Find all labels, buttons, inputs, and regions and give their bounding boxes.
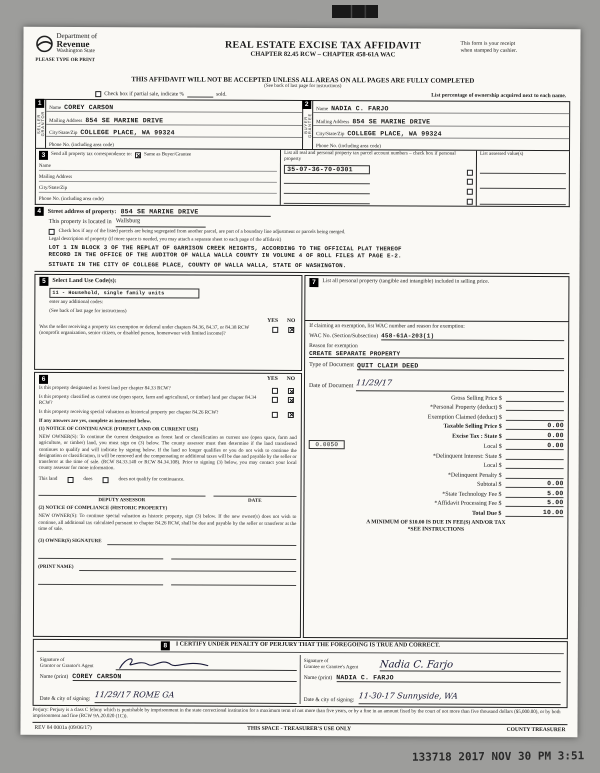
logo-state-text: Washington State [56,47,95,55]
street-address-label: Street address of property: [47,208,117,215]
excise-tax-local-value[interactable]: 0.00 [506,442,564,450]
partial-sale-row [95,90,566,99]
partial-sale-percent-field[interactable] [187,91,213,98]
received-stamp: 133718 2017 NOV 30 PM 3:51 [411,749,585,764]
exemption-claimed-value[interactable] [506,413,564,421]
parcel-header: List all real and personal property tax parcel account numbers – check box if personal property [284,150,456,163]
please-type-label: PLEASE TYPE OR PRINT [35,57,95,63]
grantor-sig-label-1: Signature of [39,657,65,663]
assessed-header: List assessed value(s) [479,151,524,157]
segregated-label: Check box if any of the listed parcels are being segregated from another parcel, are part of a boundary line adjustment or parcels being merged. [58,228,346,235]
forest-no-checkbox[interactable] [288,388,294,394]
located-in-value[interactable]: Wallsburg [116,218,206,227]
grantor-name-print-value[interactable]: COREY CARSON [72,673,296,682]
send-correspondence-label: Send all property tax correspondence to: [50,151,132,158]
form-footer [32,722,567,733]
owner-signature-line-3[interactable] [171,552,296,560]
notice1-body: NEW OWNER(S): To continue the current designation as forest land or classification as current use (open space, farm and agriculture, or timber) land, you must sign on (3) below. The county assessor must then determine if the land transferred continues to qualify and will indicate by signing below. If the land no longer qualifies or you do not wish to continue the designation or classification, it will be removed and the compensating or additional taxes will be due and payable by the seller or transferor at the time of sale. (RCW 84.33.140 or RCW 84.34.108). Prior to signing (3) below, you may contact your local county assessor for more information. [38,434,297,472]
grantee-sig-label-1: Signature of [303,658,329,664]
buyer-city-label: City/State/Zip [316,131,345,137]
see-instructions-note: *SEE INSTRUCTIONS [407,526,465,533]
no-header-2: NO [286,375,296,382]
partial-sale-sold-label: sold. [216,91,227,98]
assessed-values [477,151,569,206]
logo-dept-text: Department of [56,31,98,41]
wac-number-value[interactable]: 458-61A-203(1) [381,332,564,341]
partial-sale-label: Check box if partial sale, indicate % [104,91,185,98]
see-back-note: (See back of last page for instructions) [264,83,342,90]
buyer-section [302,101,569,150]
seller-name-label: Name [49,106,62,112]
buyer-address-value[interactable]: 854 SE MARINE DRIVE [352,117,431,126]
deputy-date-label: DATE [248,498,262,504]
partial-sale-checkbox[interactable] [95,91,101,97]
deferral-no-checkbox[interactable] [288,327,294,333]
exemption-claim-label: If claiming an exemption, list WAC number and reason for exemption: [309,323,465,330]
does-checkbox[interactable] [67,477,73,483]
section-6-badge: 6 [39,375,48,384]
personal-property-section [304,275,569,322]
owner-signature-line-2[interactable] [38,552,163,560]
seller-phone-label: Phone No. (including area code) [49,142,114,149]
buyer-city-value[interactable]: COLLEGE PLACE, WA 99324 [347,129,442,138]
local-rate-box[interactable]: 0.0050 [309,440,345,449]
historic-question: Is this property receiving special valuation as historical property per chapter 84.26 RCW? [38,409,219,416]
print-name-line-2[interactable] [38,578,163,586]
grantor-date-city-label: Date & city of signing: [39,695,91,702]
affidavit-processing-fee-value[interactable]: 5.00 [505,499,563,507]
county-treasurer-label: COUNTY TREASURER [506,726,566,734]
print-name-line-3[interactable] [171,578,296,586]
current-use-question: Is this property classified as current use (open space, farm and agricultural, or timber) land per chapter 84.34 RCW? [38,394,257,407]
grantee-name-print-label: Name (print) [303,674,333,681]
historic-yes-checkbox[interactable] [272,411,278,417]
section-1-badge: 1 [35,99,44,108]
section-5-badge: 5 [39,277,48,286]
segregated-checkbox[interactable] [49,229,55,235]
parcel-number-value[interactable]: 35-07-36-70-0301 [284,164,370,173]
type-of-document-value[interactable]: QUIT CLAIM DEED [357,362,564,371]
corr-phone-label: Phone No. (including area code) [38,196,104,202]
see-back-note-2: (See back of last page for instructions) [49,308,127,314]
date-of-document-label: Date of Document [308,383,354,390]
historic-no-checkbox[interactable] [288,411,294,417]
forest-land-question: Is this property designated as forest land per chapter 84.33 RCW? [38,385,171,392]
revenue-logo [35,33,185,64]
total-due-value[interactable]: 10.00 [505,509,563,517]
if-yes-note: If any answers are yes, complete as instructed below. [38,418,151,424]
form-header [35,33,570,77]
grantor-date-city-value[interactable]: 11/29/17 ROME GA [93,689,175,699]
parcel-blank-4[interactable] [284,197,370,204]
seller-city-value[interactable]: COLLEGE PLACE, WA 99324 [80,128,175,137]
seller-address-value[interactable]: 854 SE MARINE DRIVE [85,116,164,124]
type-of-document-label: Type of Document [309,362,354,369]
forest-yes-checkbox[interactable] [272,388,278,394]
same-as-buyer-label: Same as Buyer/Grantee [143,152,192,158]
parcel-personal-checkbox-2[interactable] [467,179,473,185]
certification-section [33,638,568,707]
parcel-personal-checkbox-3[interactable] [467,189,473,195]
land-use-select[interactable]: 11 - Household, single family units [49,288,199,299]
wac-number-label: WAC No. (Section/Subsection) [309,333,379,340]
corr-name-label: Name [38,163,51,169]
section-4-badge: 4 [35,207,44,216]
form-title: REAL ESTATE EXCISE TAX AFFIDAVIT [224,39,421,52]
buyer-address-label: Mailing Address [316,119,350,125]
corr-city-label: City/State/Zip [38,185,68,191]
exemption-and-tax-panel [303,321,569,639]
rev-number: REV 84 0001a (09/06/17) [34,724,92,732]
excise-tax-state-value[interactable]: 0.00 [506,432,564,440]
perjury-statement: Perjury: Perjury is a class C felony which is punishable by imprisonment in the state correctional institution for a maximum term of not more than five years, or by a fine in an amount fixed by the court of not more than five thousand dollars ($5,000.00), or by both imprisonment and fine (RCW 9A.20.020 (1C)). [32,707,561,719]
does-not-checkbox[interactable] [102,477,108,483]
grantee-date-city-value[interactable]: 11-30-17 Sunnyside, WA [357,690,459,701]
form-page [20,27,580,737]
state-technology-fee-value[interactable]: 5.00 [505,490,563,498]
land-use-section [34,274,302,371]
yes-header-2: YES [267,375,278,382]
property-section [34,205,569,274]
notice2-body: NEW OWNER(S): To continue special valuation as historic property, sign (3) below. If the new owner(s) does not wish to continue, all additional tax calculated pursuant to chapter 84.26 RCW, shall be due and payable by the seller or transferor at the time of sale. [38,514,297,532]
form-subtitle: CHAPTER 82.45 RCW – CHAPTER 458-61A WAC [250,50,396,59]
current-use-no-checkbox[interactable] [288,397,294,403]
section-8-badge: 8 [161,641,170,650]
delinquent-interest-local-value[interactable] [506,461,564,469]
grantor-signature-field[interactable] [116,654,297,671]
deferral-question: Was the seller receiving a property tax exemption or deferral under chapters 84.36, 84.37, or 84.38 RCW (nonprofit organization, senior citizen, or disabled person, homeowner with limited income)? [39,324,250,337]
scan-artifact [332,5,378,18]
no-header: NO [287,317,296,324]
revenue-logo-icon [35,35,53,53]
seller-side-label: SELLER GRANTOR [36,100,46,148]
owners-signature-label: (3) OWNER(S) SIGNATURE [38,538,102,544]
grantee-signature-field[interactable] [380,655,561,672]
yes-header: YES [267,317,279,324]
reason-exemption-label: Reason for exemption [309,342,358,350]
seller-city-label: City/State/Zip [49,130,78,136]
current-use-yes-checkbox[interactable] [272,397,278,403]
qualify-pre-label: This land [38,476,58,482]
grantee-sig-label-2: Grantee or Grantee's Agent [303,664,359,670]
subtotal-value[interactable]: 0.00 [506,480,564,488]
legal-description-label: Legal description of property (if more space is needed, you may attach a separate sheet to each page of the affidavit) [48,236,282,243]
buyer-name-value[interactable]: NADIA C. FARJO [331,105,389,113]
notice1-title: (1) NOTICE OF CONTINUANCE (FOREST LAND OR CURRENT USE) [38,426,199,433]
located-in-label: This property is located in [48,218,112,226]
seller-name-value[interactable]: COREY CARSON [64,104,114,112]
does-not-label: does not qualify for continuance. [118,476,185,482]
deferral-yes-checkbox[interactable] [272,327,278,333]
grantee-date-city-label: Date & city of signing: [303,696,355,703]
grantor-name-print-label: Name (print) [39,673,69,680]
section-7-badge: 7 [309,278,318,287]
deputy-assessor-line[interactable] [39,489,206,497]
ownership-note: List percentage of ownership acquired next to each name. [431,92,567,100]
receipt-note-line1: This form is your receipt [460,40,516,47]
street-address-value[interactable]: 854 SE MARINE DRIVE [121,208,271,217]
parcel-personal-checkbox-4[interactable] [467,199,473,205]
minimum-due-note: A MINIMUM OF $10.00 IS DUE IN FEE(S) AND/OR TAX [366,519,506,526]
excise-tax-table: Gross Selling Price $ *Personal Property (deduct) $ Exemption Claimed (deduct) $ Taxable Selling Price $ 0.00 Excise Tax : State $ 0.00 0.0050 Local $ 0.00 *Delinquent Interest: State $ Local $ *Delinquent Penalty $ Subtotal $ 0.00 *State Technology Fee $ 5.00 *Affidavit Processing Fee $ 5.00 Total Due $ 10.00 [308,393,564,517]
grantee-signature-text: Nadia C. Farjo [379,658,454,671]
buyer-name-label: Name [316,107,329,113]
notice2-title: (2) NOTICE OF COMPLIANCE (HISTORIC PROPERTY) [38,505,168,512]
delinquent-penalty-value[interactable] [506,471,564,479]
parcel-list [281,150,477,206]
date-of-document-value[interactable]: 11/29/17 [355,377,393,388]
taxable-selling-price-value[interactable]: 0.00 [506,422,564,430]
certify-statement: I CERTIFY UNDER PENALTY OF PERJURY THAT THE FOREGOING IS TRUE AND CORRECT. [175,641,440,649]
print-name-label: (PRINT NAME) [38,564,74,570]
grantor-sig-label-2: Grantor or Grantor's Agent [39,663,94,669]
grantor-signature-scribble [116,655,216,671]
print-name-line-1[interactable] [80,564,297,572]
logo-revenue-text: Revenue [56,38,90,50]
additional-codes-label: enter any additional codes: [49,300,104,306]
corr-address-label: Mailing Address [38,174,73,180]
owner-signature-line-1[interactable] [108,538,297,546]
delinquent-interest-state-value[interactable] [506,452,564,460]
personal-property-deduct-value[interactable] [506,403,564,411]
acceptance-warning: THIS AFFIDAVIT WILL NOT BE ACCEPTED UNLESS ALL AREAS ON ALL PAGES ARE FULLY COMPLETED [131,76,475,85]
section-2-badge: 2 [302,100,311,109]
correspondence-section [35,149,570,207]
land-use-label: Select Land Use Code(s): [52,277,117,284]
assessed-blank-3[interactable] [480,198,566,205]
grantee-signature-block [300,654,564,704]
receipt-note-line2: when stamped by cashier. [460,47,517,55]
treasurer-space-label: THIS SPACE - TREASURER'S USE ONLY [247,725,352,733]
same-as-buyer-checkbox[interactable] [135,152,141,158]
parcel-personal-checkbox-1[interactable] [467,169,473,175]
does-label: does [83,476,93,482]
buyer-side-label: BUYER GRANTEE [303,101,313,149]
gross-selling-price-value[interactable] [506,394,564,402]
grantee-name-print-value[interactable]: NADIA C. FARJO [336,674,560,683]
continuance-section [33,372,302,638]
deputy-date-line[interactable] [213,489,296,496]
buyer-phone-label: Phone No. (including area code) [316,144,381,150]
personal-property-label: List all personal property (tangible and intangible) included in selling price. [322,278,490,285]
section-3-badge: 3 [39,150,48,159]
parties-section [35,99,570,151]
grantor-signature-block [37,653,300,703]
legal-description-text[interactable]: LOT 1 IN BLOCK 3 OF THE REPLAT OF GARRISON CREEK HEIGHTS, ACCORDING TO THE OFFICIAL PLAT THEREOF RECORD IN THE OFFICE OF THE AUDITOR OF WALLA WALLA COUNTY IN VOLUME 4 OF ROLL FILES AT PAGE E-2. SITUATE IN THE CITY OF COLLEGE PLACE, COUNTY OF WALLA WALLA, STATE OF WASHINGTON. [48,243,402,270]
deputy-assessor-label: DEPUTY ASSESSOR [98,497,146,504]
reason-exemption-value[interactable]: CREATE SEPARATE PROPERTY [309,350,564,359]
seller-section [36,100,302,149]
seller-address-label: Mailing Address [49,118,83,124]
